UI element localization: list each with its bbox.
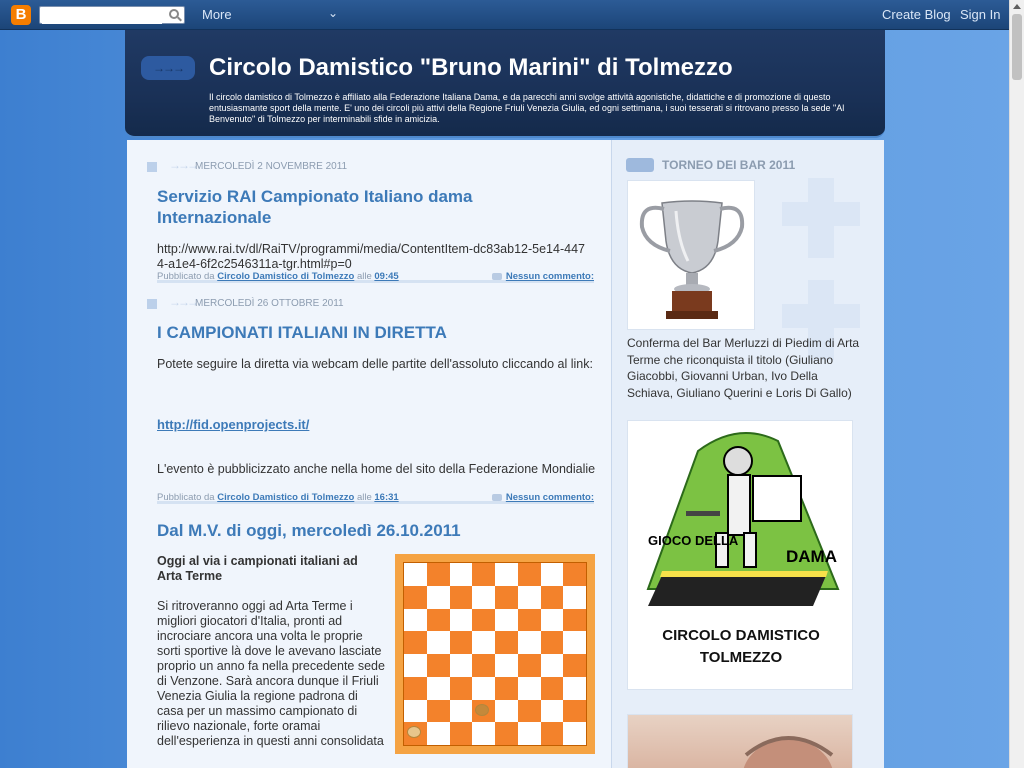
board-light-square: [495, 609, 518, 632]
board-dark-square: [495, 677, 518, 700]
logo-dama-text: DAMA: [786, 547, 837, 566]
board-dark-square: [450, 722, 473, 745]
board-light-square: [495, 700, 518, 723]
board-light-square: [541, 700, 564, 723]
person-photo[interactable]: [627, 714, 853, 768]
board-light-square: [518, 677, 541, 700]
blogger-navbar: [0, 0, 1024, 30]
board-light-square: [495, 654, 518, 677]
board-dark-square: [563, 700, 586, 723]
board-light-square: [472, 722, 495, 745]
board-dark-square: [541, 631, 564, 654]
board-dark-square: [427, 700, 450, 723]
author-link[interactable]: Circolo Damistico di Tolmezzo: [217, 492, 355, 503]
search-icon[interactable]: [169, 9, 179, 19]
decorative-cross: [782, 202, 860, 226]
board-light-square: [404, 563, 427, 586]
board-light-square: [563, 722, 586, 745]
board-dark-square: [472, 654, 495, 677]
logo-caption-line1: CIRCOLO DAMISTICO: [662, 627, 820, 644]
board-light-square: [450, 609, 473, 632]
date-square-icon: [147, 299, 157, 309]
board-dark-square: [495, 586, 518, 609]
logo-caption-line2: TOLMEZZO: [699, 649, 783, 666]
board-dark-square: [518, 654, 541, 677]
blog-description: Il circolo damistico di Tolmezzo è affiliato alla Federazione Italiana Dama, e da parecchi anni svolge attività agonistiche, didattiche e di promozione di questo entusiasmante sport della mente. E' uno dei circoli più attivi della Regione Friuli Venezia Giulia, ed ogni settimana, i suoi tesserati si ritrovano presso la sede "Al Benvenuto" di Tolmezzo per interminabili sfide in amicizia.: [209, 92, 845, 124]
decorative-cross: [782, 304, 860, 328]
post-link-container: [157, 417, 597, 433]
board-dark-square: [563, 609, 586, 632]
widget-arrow-icon: [626, 158, 654, 172]
board-light-square: [563, 677, 586, 700]
main-column: [127, 140, 612, 768]
board-light-square: [404, 700, 427, 723]
board-light-square: [518, 586, 541, 609]
logo-gioco-text: GIOCO DELLA: [648, 533, 739, 548]
board-dark-square: [563, 563, 586, 586]
post-meta: [157, 492, 399, 503]
board-light-square: [541, 654, 564, 677]
board-light-square: [541, 563, 564, 586]
search-input[interactable]: [42, 10, 162, 24]
board-dark-square: [518, 563, 541, 586]
board-light-square: [450, 700, 473, 723]
post-title[interactable]: Servizio RAI Campionato Italiano dama Internazionale: [157, 187, 473, 227]
board-light-square: [472, 586, 495, 609]
board-dark-square: [404, 722, 427, 745]
post-title[interactable]: Dal M.V. di oggi, mercoledì 26.10.2011: [157, 521, 461, 540]
sidebar: [612, 140, 884, 768]
board-dark-square: [427, 563, 450, 586]
comment-icon: [492, 273, 502, 280]
widget-caption: Conferma del Bar Merluzzi di Piedim di Arta Terme che riconquista il titolo (Giuliano Giacobbi, Giovanni Urban, Ivo Della Schiava, Giuliano Querini e Loris Di Gallo): [627, 336, 860, 400]
posted-by-label: Pubblicato da: [157, 271, 215, 282]
board-dark-square: [427, 654, 450, 677]
post-body: Potete seguire la diretta via webcam delle partite dell'assoluto cliccando al link:: [157, 357, 593, 371]
comments-area: [492, 492, 594, 503]
time-link[interactable]: 16:31: [374, 492, 399, 503]
posted-by-label: Pubblicato da: [157, 492, 215, 503]
board-dark-square: [541, 586, 564, 609]
board-light-square: [518, 722, 541, 745]
post-meta: [157, 271, 399, 282]
vertical-scrollbar[interactable]: [1009, 0, 1024, 768]
comment-icon: [492, 494, 502, 501]
board-light-square: [404, 609, 427, 632]
trophy-image[interactable]: [627, 180, 755, 330]
board-dark-square: [541, 722, 564, 745]
post-body: L'evento è pubblicizzato anche nella home del sito della Federazione Mondialie: [157, 462, 596, 476]
board-light-square: [518, 631, 541, 654]
board-dark-square: [472, 563, 495, 586]
trophy-icon: [628, 181, 756, 331]
board-dark-square: [450, 586, 473, 609]
post-body: Si ritroveranno oggi ad Arta Terme i migliori giocatori d'Italia, pronti ad incrociare ancora una volta le proprie sorti sportive là dove le avevano lasciate proprio un anno fa nella precedente sede di Venzone. Sarà ancora dunque il Friuli Venezia Giulia la regione padrona di casa per un massimo campionato di rilievo nazionale, forte oramai dell'esperienza in questi anni consolidata: [157, 599, 385, 748]
widget-heading: TORNEO DEI BAR 2011: [662, 158, 796, 172]
at-label: alle: [356, 271, 372, 282]
board-light-square: [541, 609, 564, 632]
scrollbar-thumb[interactable]: [1012, 14, 1022, 80]
at-label: alle: [356, 492, 372, 503]
board-light-square: [427, 722, 450, 745]
board-light-square: [472, 631, 495, 654]
board-light-square: [472, 677, 495, 700]
comments-link[interactable]: Nessun commento:: [505, 492, 594, 503]
board-dark-square: [495, 722, 518, 745]
content-wrapper: [127, 140, 884, 768]
board-dark-square: [518, 700, 541, 723]
board-dark-square: [495, 631, 518, 654]
header-arrow-icon: →→→: [141, 56, 195, 80]
search-box[interactable]: [39, 6, 185, 24]
board-light-square: [563, 631, 586, 654]
sign-in-link[interactable]: Sign In: [960, 7, 1001, 22]
post-body: http://www.rai.tv/dl/RaiTV/programmi/media/ContentItem-dc83ab12-5e14-4474-a1e4-6f2c2546311a-tgr.html#p=0: [157, 242, 585, 271]
board-dark-square: [541, 677, 564, 700]
board-dark-square: [404, 631, 427, 654]
board-light-square: [450, 654, 473, 677]
board-light-square: [450, 563, 473, 586]
scroll-up-arrow-icon[interactable]: [1013, 4, 1021, 9]
club-logo-graphic: [628, 421, 853, 621]
board-dark-square: [472, 700, 495, 723]
checker-piece: [407, 726, 421, 738]
board-dark-square: [450, 677, 473, 700]
comments-link[interactable]: Nessun commento:: [505, 271, 594, 282]
club-logo-image[interactable]: [627, 420, 853, 690]
post-link[interactable]: http://fid.openprojects.it/: [157, 417, 310, 432]
board-dark-square: [563, 654, 586, 677]
checkerboard-image: [395, 554, 595, 754]
chevron-down-icon[interactable]: ⌄: [328, 6, 339, 20]
board-dark-square: [404, 586, 427, 609]
board-light-square: [427, 586, 450, 609]
person-photo-graphic: [628, 715, 853, 768]
time-link[interactable]: 09:45: [374, 271, 399, 282]
date-text: MERCOLEDÌ 26 OTTOBRE 2011: [195, 298, 344, 309]
date-square-icon: [147, 162, 157, 172]
arrows-icon: →→→: [169, 295, 196, 309]
more-menu-button[interactable]: More: [202, 7, 232, 22]
create-blog-link[interactable]: Create Blog: [882, 7, 951, 22]
post-title[interactable]: I CAMPIONATI ITALIANI IN DIRETTA: [157, 323, 447, 342]
post-footer: [157, 271, 594, 283]
board-light-square: [427, 677, 450, 700]
blogger-logo-icon[interactable]: B: [11, 5, 31, 25]
checker-piece: [475, 704, 489, 716]
board-dark-square: [472, 609, 495, 632]
board-light-square: [404, 654, 427, 677]
board-dark-square: [518, 609, 541, 632]
date-text: MERCOLEDÌ 2 NOVEMBRE 2011: [195, 161, 348, 172]
post-subtitle: Oggi al via i campionati italiani ad Arta Terme: [157, 554, 358, 583]
board-dark-square: [427, 609, 450, 632]
blog-title[interactable]: Circolo Damistico "Bruno Marini" di Tolmezzo: [209, 54, 733, 81]
author-link[interactable]: Circolo Damistico di Tolmezzo: [217, 271, 355, 282]
post-footer: [157, 492, 594, 504]
board-light-square: [495, 563, 518, 586]
board-light-square: [427, 631, 450, 654]
comments-area: [492, 271, 594, 282]
board-dark-square: [404, 677, 427, 700]
board-light-square: [563, 586, 586, 609]
board-dark-square: [450, 631, 473, 654]
blog-header: [125, 30, 885, 138]
checkerboard-grid: [403, 562, 587, 746]
arrows-icon: →→→: [169, 158, 196, 172]
